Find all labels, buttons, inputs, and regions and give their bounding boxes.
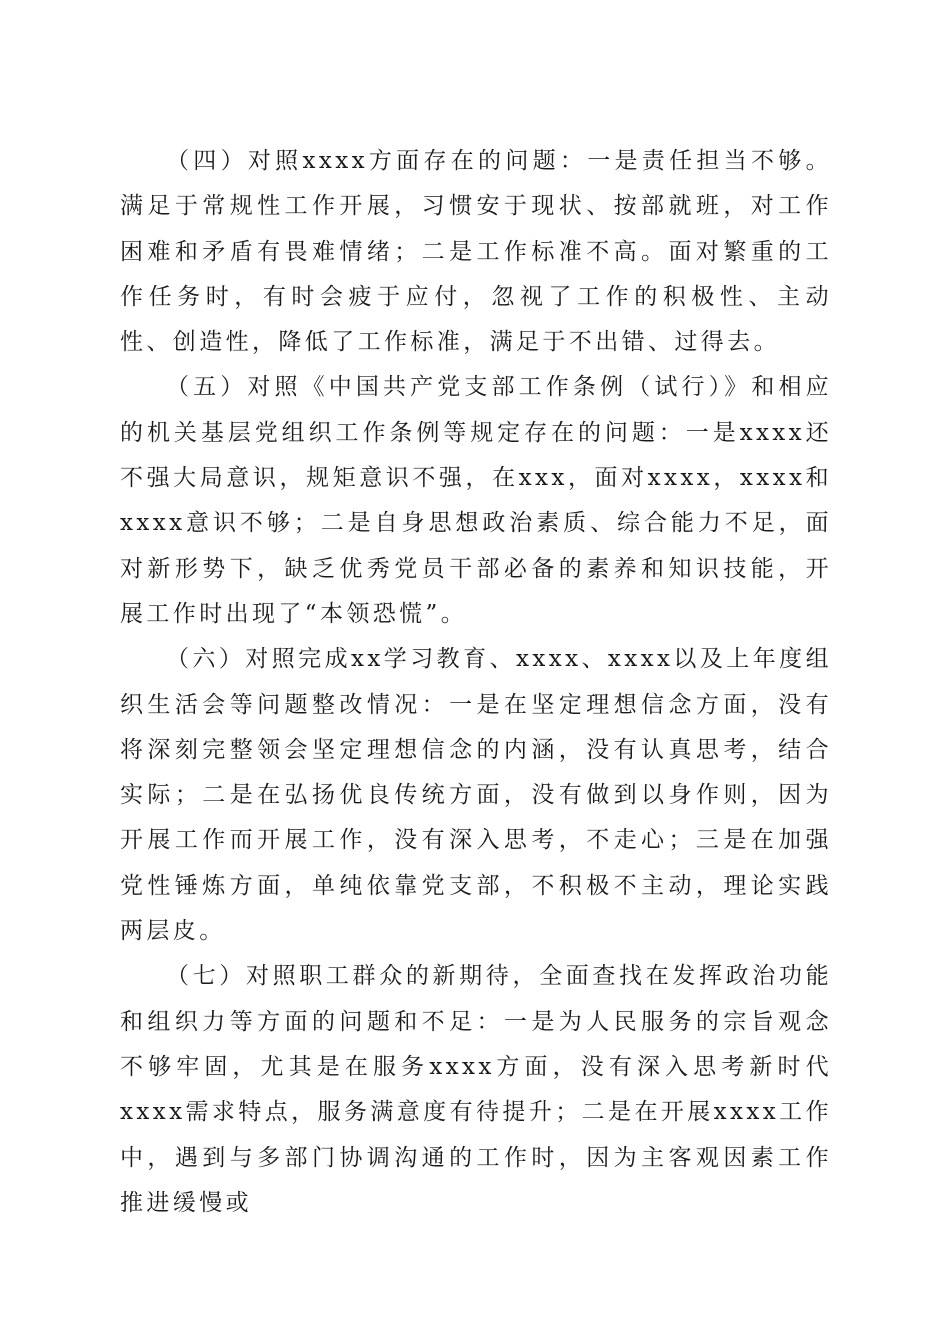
paragraph-six: （六）对照完成xx学习教育、xxxx、xxxx以及上年度组织生活会等问题整改情况：一是在坚定理想信念方面，没有将深刻完整领会坚定理想信念的内涵，没有认真思考，结合实际；二是在弘扬优良传统方面，没有做到以身作则，因为开展工作而开展工作，没有深入思考，不走心；三是在加强党性锤炼方面，单纯依靠党支部，不积极不主动，理论实践两层皮。 — [120, 646, 832, 945]
document-body — [120, 139, 832, 1226]
paragraph-seven: （七）对照职工群众的新期待，全面查找在发挥政治功能和组织力等方面的问题和不足：一是为人民服务的宗旨观念不够牢固，尤其是在服务xxxx方面，没有深入思考新时代xxxx需求特点，服务满意度有待提升；二是在开展xxxx工作中，遇到与多部门协调沟通的工作时，因为主客观因素工作推进缓慢或 — [120, 963, 832, 1216]
paragraph-five: （五）对照《中国共产党支部工作条例（试行）》和相应的机关基层党组织工作条例等规定存在的问题：一是xxxx还不强大局意识，规矩意识不强，在xxx，面对xxxx，xxxx和xxxx意识不够；二是自身思想政治素质、综合能力不足，面对新形势下，缺乏优秀党员干部必备的素养和知识技能，开展工作时出现了“本领恐慌”。 — [120, 374, 832, 627]
paragraph-four: （四）对照xxxx方面存在的问题：一是责任担当不够。满足于常规性工作开展，习惯安于现状、按部就班，对工作困难和矛盾有畏难情绪；二是工作标准不高。面对繁重的工作任务时，有时会疲于应付，忽视了工作的积极性、主动性、创造性，降低了工作标准，满足于不出错、过得去。 — [120, 148, 832, 356]
